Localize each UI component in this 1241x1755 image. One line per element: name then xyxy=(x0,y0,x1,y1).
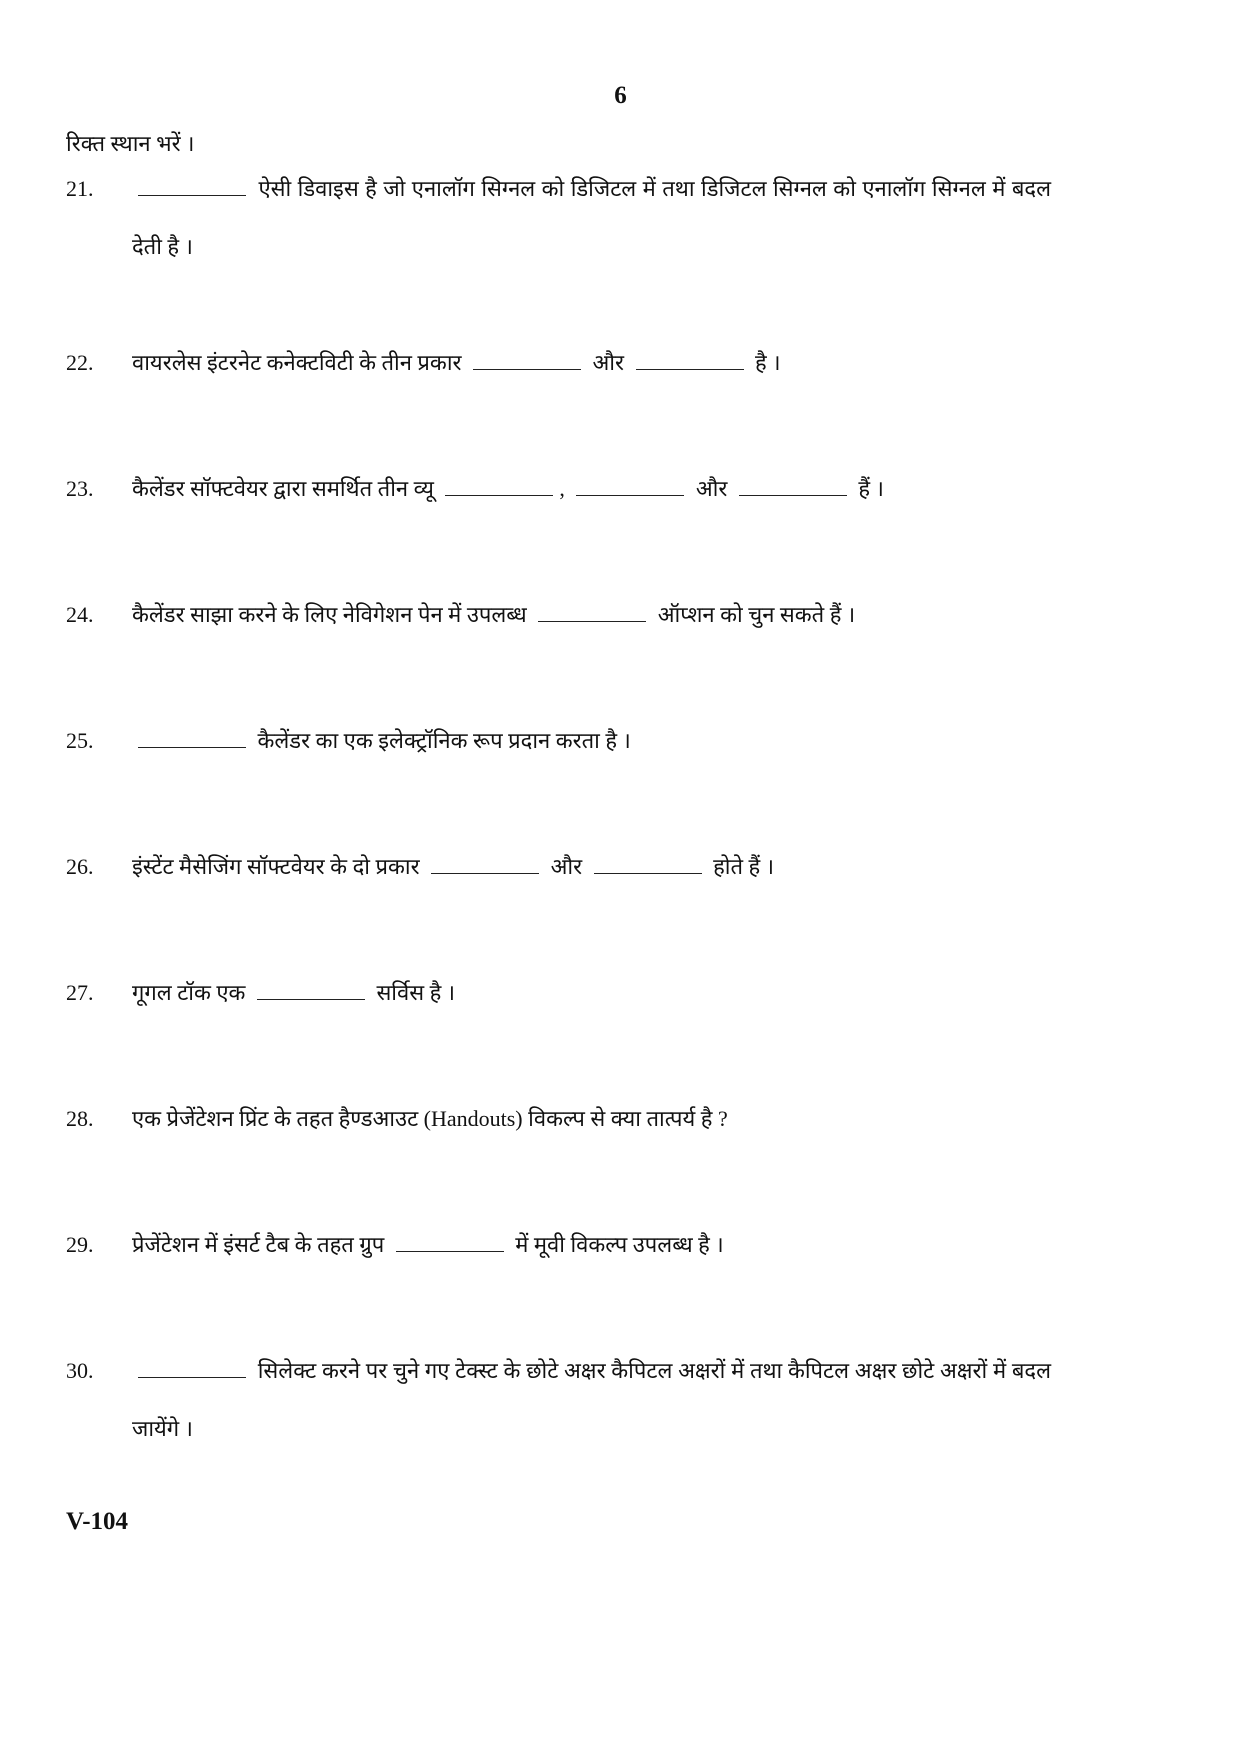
answer-blank xyxy=(138,731,246,748)
question-text-segment: , xyxy=(559,476,571,501)
question-text xyxy=(132,160,1051,276)
question-text-segment: हैं । xyxy=(852,476,884,501)
answer-blank xyxy=(431,857,539,874)
question-number: 29. xyxy=(66,1232,94,1257)
question-item xyxy=(66,586,1051,644)
question-item xyxy=(66,1342,1051,1458)
page-number: 6 xyxy=(614,82,627,109)
question-text xyxy=(132,1216,1051,1274)
question-item xyxy=(66,1216,1051,1274)
question-number: 28. xyxy=(66,1106,94,1131)
question-text xyxy=(132,586,1051,644)
answer-blank xyxy=(538,605,646,622)
answer-blank xyxy=(138,1361,246,1378)
question-text-segment: ऐसी डिवाइस है जो एनालॉग सिग्नल को डिजिटल में तथा डिजिटल सिग्नल को एनालॉग सिग्नल में बदल देती है । xyxy=(132,176,1051,259)
question-number: 25. xyxy=(66,728,94,753)
question-text-segment: गूगल टॉक एक xyxy=(132,980,251,1005)
question-text xyxy=(132,1342,1051,1458)
question-text-segment: कैलेंडर सॉफ्टवेयर द्वारा समर्थित तीन व्यू xyxy=(132,476,440,501)
question-text-segment: और xyxy=(587,350,630,375)
answer-blank xyxy=(576,479,684,496)
question-item xyxy=(66,1090,1051,1148)
question-number: 26. xyxy=(66,854,94,879)
answer-blank xyxy=(636,353,744,370)
question-text-segment: वायरलेस इंटरनेट कनेक्टविटी के तीन प्रकार xyxy=(132,350,468,375)
question-item xyxy=(66,334,1051,392)
question-item xyxy=(66,160,1051,276)
question-item xyxy=(66,838,1051,896)
section-instruction: रिक्त स्थान भरें । xyxy=(66,131,195,156)
question-text xyxy=(132,838,1051,896)
question-item xyxy=(66,460,1051,518)
question-text-segment: कैलेंडर का एक इलेक्ट्रॉनिक रूप प्रदान करता है । xyxy=(252,728,631,753)
answer-blank xyxy=(257,983,365,1000)
question-text xyxy=(132,964,1051,1022)
question-text-segment: होते हैं । xyxy=(707,854,775,879)
question-text-segment: प्रेजेंटेशन में इंसर्ट टैब के तहत ग्रुप xyxy=(132,1232,390,1257)
paper-code: V-104 xyxy=(66,1508,129,1535)
question-number: 23. xyxy=(66,476,94,501)
answer-blank xyxy=(396,1235,504,1252)
question-number: 21. xyxy=(66,176,94,201)
answer-blank xyxy=(594,857,702,874)
question-item xyxy=(66,712,1051,770)
answer-blank xyxy=(138,179,246,196)
question-number: 30. xyxy=(66,1358,94,1383)
question-text xyxy=(132,334,1051,392)
answer-blank xyxy=(739,479,847,496)
question-item xyxy=(66,964,1051,1022)
question-text-segment: है । xyxy=(749,350,781,375)
question-text-segment: और xyxy=(545,854,588,879)
question-text-segment: सर्विस है । xyxy=(370,980,456,1005)
question-text xyxy=(132,1090,1051,1148)
question-text-segment: में मूवी विकल्प उपलब्ध है । xyxy=(509,1232,724,1257)
question-text-segment: और xyxy=(690,476,733,501)
question-number: 22. xyxy=(66,350,94,375)
question-text-segment: ऑप्शन को चुन सकते हैं । xyxy=(652,602,856,627)
question-text-segment: कैलेंडर साझा करने के लिए नेविगेशन पेन में उपलब्ध xyxy=(132,602,533,627)
question-text-segment: एक प्रेजेंटेशन प्रिंट के तहत हैण्डआउट (Handouts) विकल्प से क्या तात्पर्य है ? xyxy=(132,1106,728,1131)
question-text xyxy=(132,712,1051,770)
question-number: 24. xyxy=(66,602,94,627)
question-text-segment: इंस्टेंट मैसेजिंग सॉफ्टवेयर के दो प्रकार xyxy=(132,854,426,879)
answer-blank xyxy=(445,479,553,496)
question-text xyxy=(132,460,1051,518)
answer-blank xyxy=(473,353,581,370)
question-number: 27. xyxy=(66,980,94,1005)
question-text-segment: सिलेक्ट करने पर चुने गए टेक्स्ट के छोटे अक्षर कैपिटल अक्षरों में तथा कैपिटल अक्षर छोटे अक्षरों में बदल जायेंगे । xyxy=(132,1358,1051,1441)
